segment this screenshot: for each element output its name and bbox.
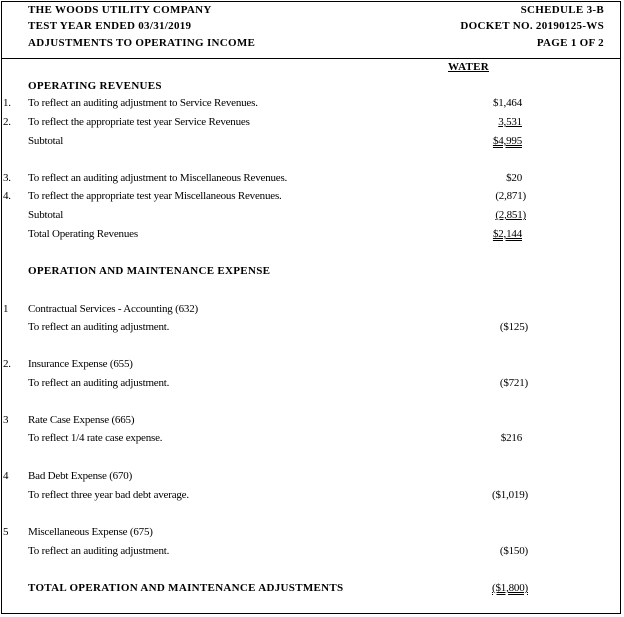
row-description: To reflect an auditing adjustment. — [28, 321, 170, 333]
row-description: To reflect the appropriate test year Miscellaneous Revenues. — [28, 190, 282, 202]
row-number: 1. — [3, 97, 11, 109]
row-number: 5 — [3, 526, 9, 538]
company-name: THE WOODS UTILITY COMPANY — [28, 4, 212, 16]
row-amount: (2,871) — [495, 190, 526, 202]
row-description: To reflect an auditing adjustment. — [28, 545, 170, 557]
row-amount: 3,531 — [498, 116, 522, 128]
section-heading-revenues: OPERATING REVENUES — [28, 80, 162, 92]
row-amount: $2,144 — [492, 228, 522, 240]
schedule-label: SCHEDULE 3-B — [520, 4, 604, 16]
row-number: 1 — [3, 303, 9, 315]
test-year: TEST YEAR ENDED 03/31/2019 — [28, 20, 192, 32]
row-number: 2. — [3, 358, 11, 370]
row-description: Subtotal — [28, 209, 64, 221]
expense-title: Bad Debt Expense (670) — [28, 470, 133, 482]
row-description: To reflect an auditing adjustment. — [28, 377, 170, 389]
row-description: To reflect an auditing adjustment to Service Revenues. — [28, 97, 258, 109]
row-number: 3 — [3, 414, 9, 426]
page-number: PAGE 1 OF 2 — [536, 37, 604, 49]
row-amount: ($721) — [499, 377, 528, 389]
om-total-amount: ($1,800) — [492, 582, 528, 594]
expense-title: Rate Case Expense (665) — [28, 414, 135, 426]
row-number: 4 — [3, 470, 9, 482]
row-number: 4. — [3, 190, 11, 202]
row-description: To reflect three year bad debt average. — [28, 489, 189, 501]
row-amount: $1,464 — [492, 97, 522, 109]
om-total-label: TOTAL OPERATION AND MAINTENANCE ADJUSTMENTS — [28, 582, 344, 594]
docket-number: DOCKET NO. 20190125-WS — [460, 20, 604, 32]
expense-title: Insurance Expense (655) — [28, 358, 133, 370]
row-amount: ($125) — [499, 321, 528, 333]
page-title: ADJUSTMENTS TO OPERATING INCOME — [28, 37, 256, 49]
row-amount: ($150) — [499, 545, 528, 557]
row-amount: $216 — [500, 432, 522, 444]
row-number: 3. — [3, 172, 11, 184]
row-description: To reflect the appropriate test year Service Revenues — [28, 116, 250, 128]
header-rule — [1, 58, 621, 59]
column-header-water: WATER — [448, 61, 490, 73]
expense-title: Miscellaneous Expense (675) — [28, 526, 153, 538]
row-amount: $20 — [506, 172, 522, 184]
row-amount: $4,995 — [492, 135, 522, 147]
row-number: 2. — [3, 116, 11, 128]
row-description: Subtotal — [28, 135, 64, 147]
row-amount: (2,851) — [495, 209, 526, 221]
row-amount: ($1,019) — [492, 489, 528, 501]
section-heading-om: OPERATION AND MAINTENANCE EXPENSE — [28, 265, 271, 277]
row-description: Total Operating Revenues — [28, 228, 138, 240]
row-description: To reflect 1/4 rate case expense. — [28, 432, 163, 444]
row-description: To reflect an auditing adjustment to Miscellaneous Revenues. — [28, 172, 288, 184]
expense-title: Contractual Services - Accounting (632) — [28, 303, 198, 315]
